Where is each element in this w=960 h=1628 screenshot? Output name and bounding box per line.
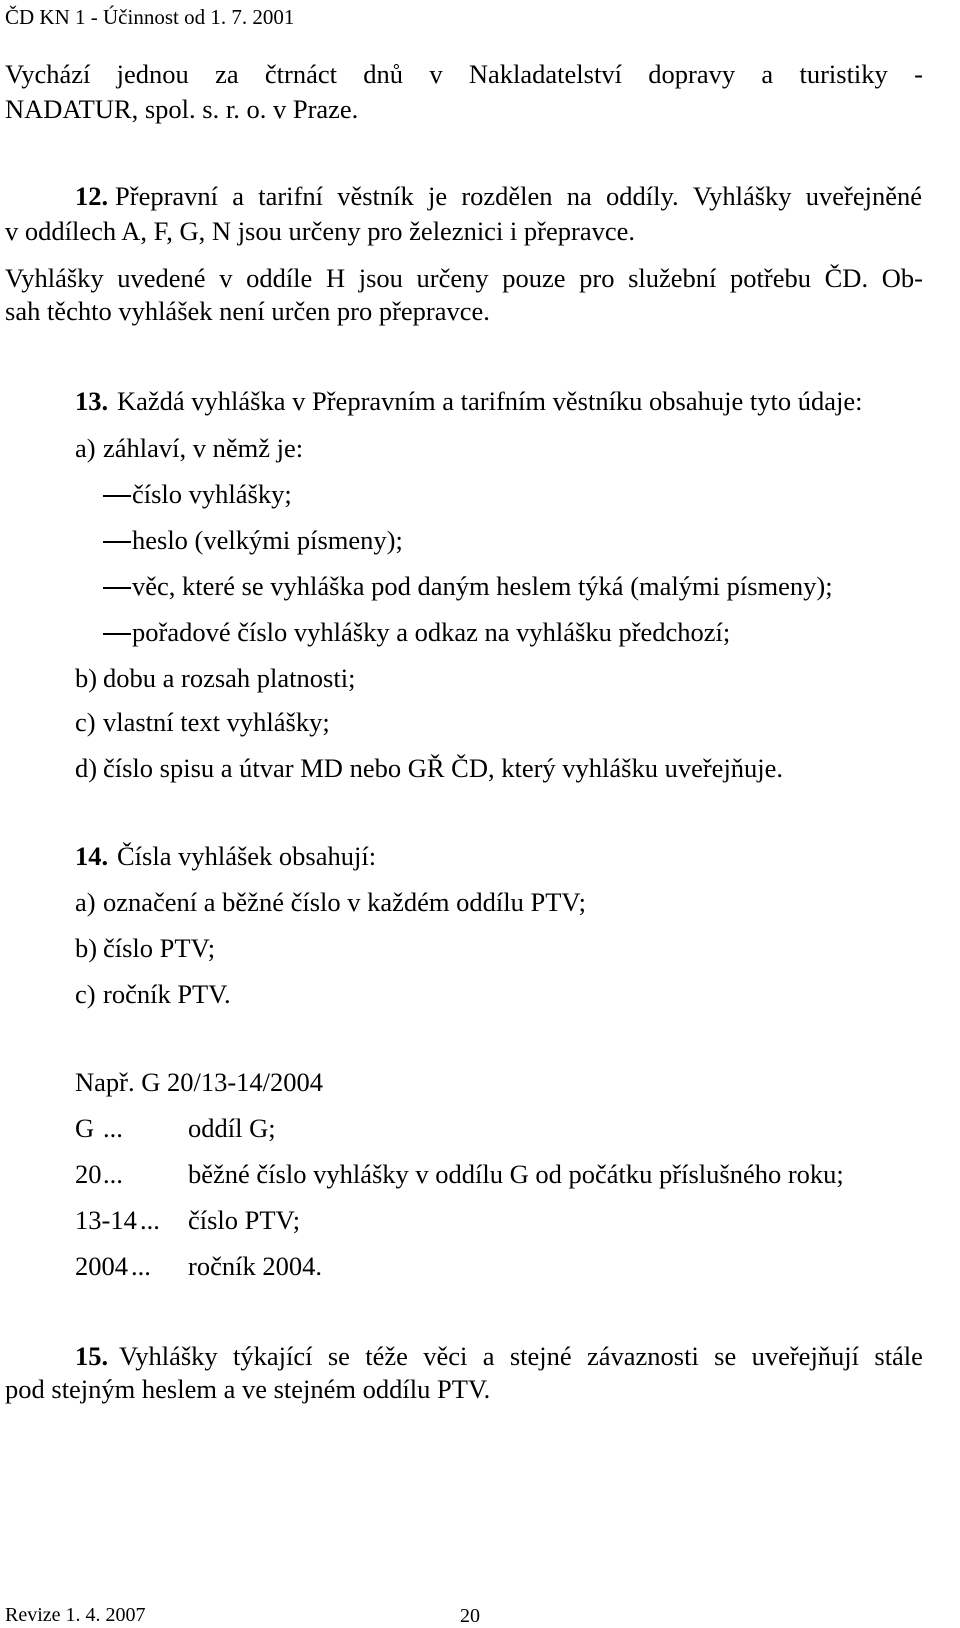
word: rozdělen [461, 181, 553, 211]
word: týkající [232, 1341, 313, 1371]
section-12-words-1 [115, 180, 922, 212]
section-12-line-2-text: v oddílech A, F, G, N jsou určeny pro železnici i přepravce. [5, 216, 635, 246]
word: věstník [337, 181, 414, 211]
dash-marker [103, 495, 131, 497]
item-a-label: a) [75, 887, 96, 917]
section-13-intro-text: Každá vyhláška v Přepravním a tarifním věstníku obsahuje tyto údaje: [117, 386, 863, 416]
section-12-line-3 [5, 262, 923, 294]
word: v [429, 59, 443, 89]
example-desc: číslo PTV; [188, 1205, 301, 1235]
word: potřebu [730, 263, 811, 293]
example-term: 20 [75, 1159, 102, 1189]
word: dnů [363, 59, 404, 89]
word: věci [423, 1341, 468, 1371]
word: čtrnáct [264, 59, 337, 89]
word: - [914, 59, 923, 89]
page-header: ČD KN 1 - Účinnost od 1. 7. 2001 [5, 5, 295, 29]
word: Vyhlášky [692, 181, 792, 211]
example-text: Např. G 20/13-14/2004 [75, 1067, 324, 1097]
word: uveřejněné [805, 181, 922, 211]
word: stále [874, 1341, 923, 1371]
dash-marker [103, 541, 131, 543]
word: dopravy [648, 59, 736, 89]
section-13-number: 13. [75, 386, 109, 416]
example-term: G [75, 1113, 95, 1143]
word: Ob- [881, 263, 923, 293]
word: Vyhlášky [119, 1341, 218, 1371]
word: jednou [116, 59, 189, 89]
section-12-line-4-text: sah těchto vyhlášek není určen pro přepravce. [5, 296, 490, 326]
word: se [327, 1341, 350, 1371]
item-b-label: b) [75, 663, 98, 693]
item-a-text: označení a běžné číslo v každém oddílu PTV; [103, 887, 586, 917]
word: tarifní [258, 181, 323, 211]
example-dots: ... [103, 1159, 123, 1189]
example-dots: ... [103, 1113, 123, 1143]
word: Vychází [5, 59, 91, 89]
footer-revision: Revize 1. 4. 2007 [5, 1604, 146, 1626]
item-b-label: b) [75, 933, 98, 963]
word: je [427, 181, 448, 211]
word: za [215, 59, 239, 89]
section-14-number: 14. [75, 841, 109, 871]
word: uvedené [117, 263, 206, 293]
example-dots: ... [140, 1205, 160, 1235]
section-12-number: 12. [75, 181, 109, 211]
item-c-label: c) [75, 979, 96, 1009]
dash-item-text: pořadové číslo vyhlášky a odkaz na vyhlášku předchozí; [132, 617, 731, 647]
section-14-intro-text: Čísla vyhlášek obsahují: [117, 841, 377, 871]
item-c-label: c) [75, 707, 96, 737]
example-desc: ročník 2004. [188, 1251, 322, 1281]
example-dots: ... [131, 1251, 151, 1281]
word: téže [365, 1341, 408, 1371]
word: oddíly. [606, 181, 679, 211]
section-15-line-2-text: pod stejným heslem a ve stejném oddílu PTV. [5, 1374, 491, 1404]
word: pro [579, 263, 615, 293]
intro-line-2-text: NADATUR, spol. s. r. o. v Praze. [5, 94, 359, 124]
word: Nakladatelství [468, 59, 622, 89]
word: určeny [416, 263, 489, 293]
word: pouze [502, 263, 566, 293]
item-b-text: dobu a rozsah platnosti; [103, 663, 356, 693]
word: a [232, 181, 245, 211]
word: H [325, 263, 346, 293]
item-d-label: d) [75, 753, 98, 783]
word: uveřejňují [751, 1341, 860, 1371]
item-d-text: číslo spisu a útvar MD nebo GŘ ČD, který vyhlášku uveřejňuje. [103, 753, 784, 783]
word: v [219, 263, 233, 293]
dash-item-text: číslo vyhlášky; [132, 479, 292, 509]
item-c-text: vlastní text vyhlášky; [103, 707, 330, 737]
word: stejné [509, 1341, 572, 1371]
item-b-text: číslo PTV; [103, 933, 216, 963]
word: Přepravní [115, 181, 219, 211]
dash-marker [103, 587, 131, 589]
example-term: 2004 [75, 1251, 128, 1281]
word: na [566, 181, 592, 211]
word: jsou [358, 263, 403, 293]
dash-marker [103, 633, 131, 635]
example-desc: běžné číslo vyhlášky v oddílu G od počátku příslušného roku; [188, 1159, 844, 1189]
item-a-text: záhlaví, v němž je: [103, 433, 304, 463]
word: ČD. [824, 263, 869, 293]
word: Vyhlášky [5, 263, 104, 293]
example-desc: oddíl G; [188, 1113, 276, 1143]
footer-page-number: 20 [460, 1605, 480, 1627]
dash-item-text: heslo (velkými písmeny); [132, 525, 403, 555]
word: a [761, 59, 774, 89]
word: oddíle [246, 263, 313, 293]
word: se [714, 1341, 737, 1371]
dash-item-text: věc, které se vyhláška pod daným heslem týká (malými písmeny); [132, 571, 833, 601]
item-c-text: ročník PTV. [103, 979, 231, 1009]
word: a [482, 1341, 495, 1371]
example-term: 13-14 [75, 1205, 137, 1235]
word: závaznosti [586, 1341, 699, 1371]
item-a-label: a) [75, 433, 96, 463]
section-15-words-1 [119, 1340, 923, 1372]
section-15-number: 15. [75, 1341, 109, 1371]
intro-line-1 [5, 58, 923, 90]
word: turistiky [799, 59, 888, 89]
word: služební [628, 263, 717, 293]
